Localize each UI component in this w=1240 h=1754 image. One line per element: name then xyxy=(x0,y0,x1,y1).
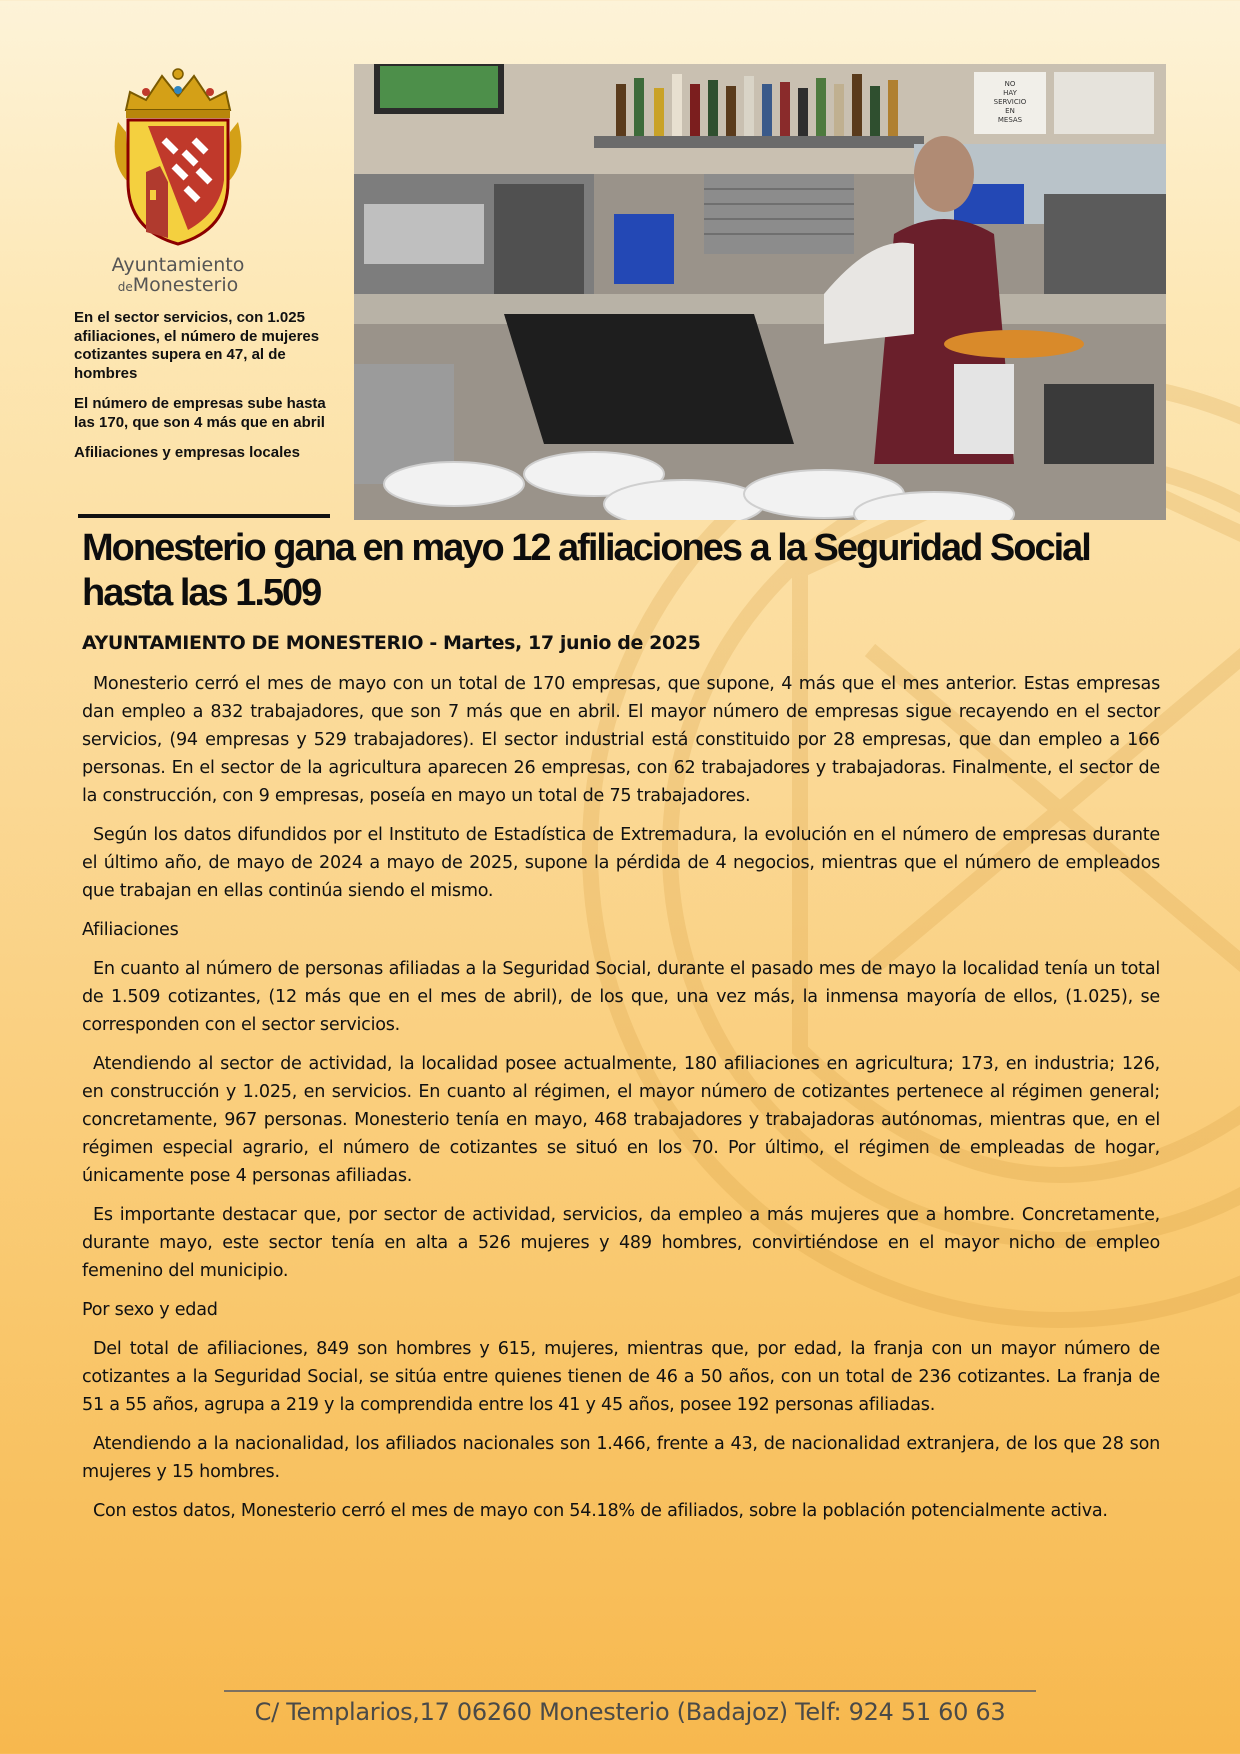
article-paragraph: Monesterio cerró el mes de mayo con un total de 170 empresas, que supone, 4 más que el mes anterior. Estas empresas dan empleo a 832 trabajadores, que son 7 más que en abril. El mayor número de empresas sigue recayendo en el sector servicios, (94 empresas y 529 trabajadores). El sector industrial está constituido por 28 empresas, que dan empleo a 166 personas. En el sector de la agricultura aparecen 26 empresas, con 62 trabajadores y trabajadoras. Finalmente, el sector de la construcción, con 9 empresas, poseía en mayo un total de 75 trabajadores. xyxy=(82,674,1160,806)
footer-address: C/ Templarios,17 06260 Monesterio (Badajoz) Telf: 924 51 60 63 xyxy=(224,1690,1036,1726)
sidebar-highlights xyxy=(74,309,338,475)
article-paragraph: En cuanto al número de personas afiliadas a la Seguridad Social, durante el pasado mes de mayo la localidad tenía un total de 1.509 cotizantes, (12 más que en el mes de abril), de los que, una vez más, la inmensa mayoría de ellos, (1.025), se corresponden con el sector servicios. xyxy=(82,959,1160,1035)
article-byline: AYUNTAMIENTO DE MONESTERIO - Martes, 17 junio de 2025 xyxy=(82,632,701,654)
sign-line: MESAS xyxy=(997,116,1023,124)
highlight-item: En el sector servicios, con 1.025 afiliaciones, el número de mujeres cotizantes supera en 47, al de hombres xyxy=(74,309,320,382)
article-paragraph: Atendiendo al sector de actividad, la localidad posee actualmente, 180 afiliaciones en agricultura; 173, en industria; 126, en construcción y 1.025, en servicios. En cuanto al régimen, el mayor número de cotizantes pertenece al régimen general; concretamente, 967 personas. Monesterio tenía en mayo, 468 trabajadores y trabajadoras autónomas, mientras que, en el régimen especial agrario, el número de cotizantes se situó en los 70. Por último, el régimen de empleadas de hogar, únicamente pose 4 personas afiliadas. xyxy=(82,1054,1160,1186)
section-divider xyxy=(78,514,330,518)
article-paragraph: Con estos datos, Monesterio cerró el mes de mayo con 54.18% de afiliados, sobre la población potencialmente activa. xyxy=(93,1501,1108,1521)
bar-counter-photo xyxy=(354,64,1166,520)
sign-line: EN xyxy=(1005,107,1015,115)
article-paragraph: Según los datos difundidos por el Instituto de Estadística de Extremadura, la evolución en el número de empresas durante el último año, de mayo de 2024 a mayo de 2025, supone la pérdida de 4 negocios, mientras que el número de empleados que trabajan en ellas continúa siendo el mismo. xyxy=(82,825,1160,901)
highlight-item: El número de empresas sube hasta las 170, que son 4 más que en abril xyxy=(74,395,326,431)
article-paragraph: Atendiendo a la nacionalidad, los afiliados nacionales son 1.466, frente a 43, de nacionalidad extranjera, de los que 28 son mujeres y 15 hombres. xyxy=(82,1434,1160,1482)
town-name-logo-text: Ayuntamiento deMonesterio xyxy=(111,254,245,296)
article-paragraph: Es importante destacar que, por sector de actividad, servicios, da empleo a más mujeres que a hombre. Concretamente, durante mayo, este sector tenía en alta a 526 mujeres y 489 hombres, convirtiéndose en el mayor nicho de empleo femenino del municipio. xyxy=(82,1205,1160,1281)
section-subheading: Afiliaciones xyxy=(82,920,179,940)
article-body xyxy=(82,670,1160,1536)
article-headline: Monesterio gana en mayo 12 afiliaciones a la Seguridad Social hasta las 1.509 xyxy=(82,527,1090,614)
sign-line: SERVICIO xyxy=(993,98,1027,106)
sign-line: NO xyxy=(1004,80,1016,88)
article-paragraph: Del total de afiliaciones, 849 son hombres y 615, mujeres, mientras que, por edad, la franja con un mayor número de cotizantes a la Seguridad Social, se sitúa entre quienes tienen de 46 a 50 años, con un total de 236 cotizantes. La franja de 51 a 55 años, agrupa a 219 y la comprendida entre los 41 y 45 años, posee 192 personas afiliadas. xyxy=(82,1339,1160,1415)
sign-line: HAY xyxy=(1003,89,1017,97)
highlight-item: Afiliaciones y empresas locales xyxy=(74,444,300,461)
section-subheading: Por sexo y edad xyxy=(82,1300,218,1320)
